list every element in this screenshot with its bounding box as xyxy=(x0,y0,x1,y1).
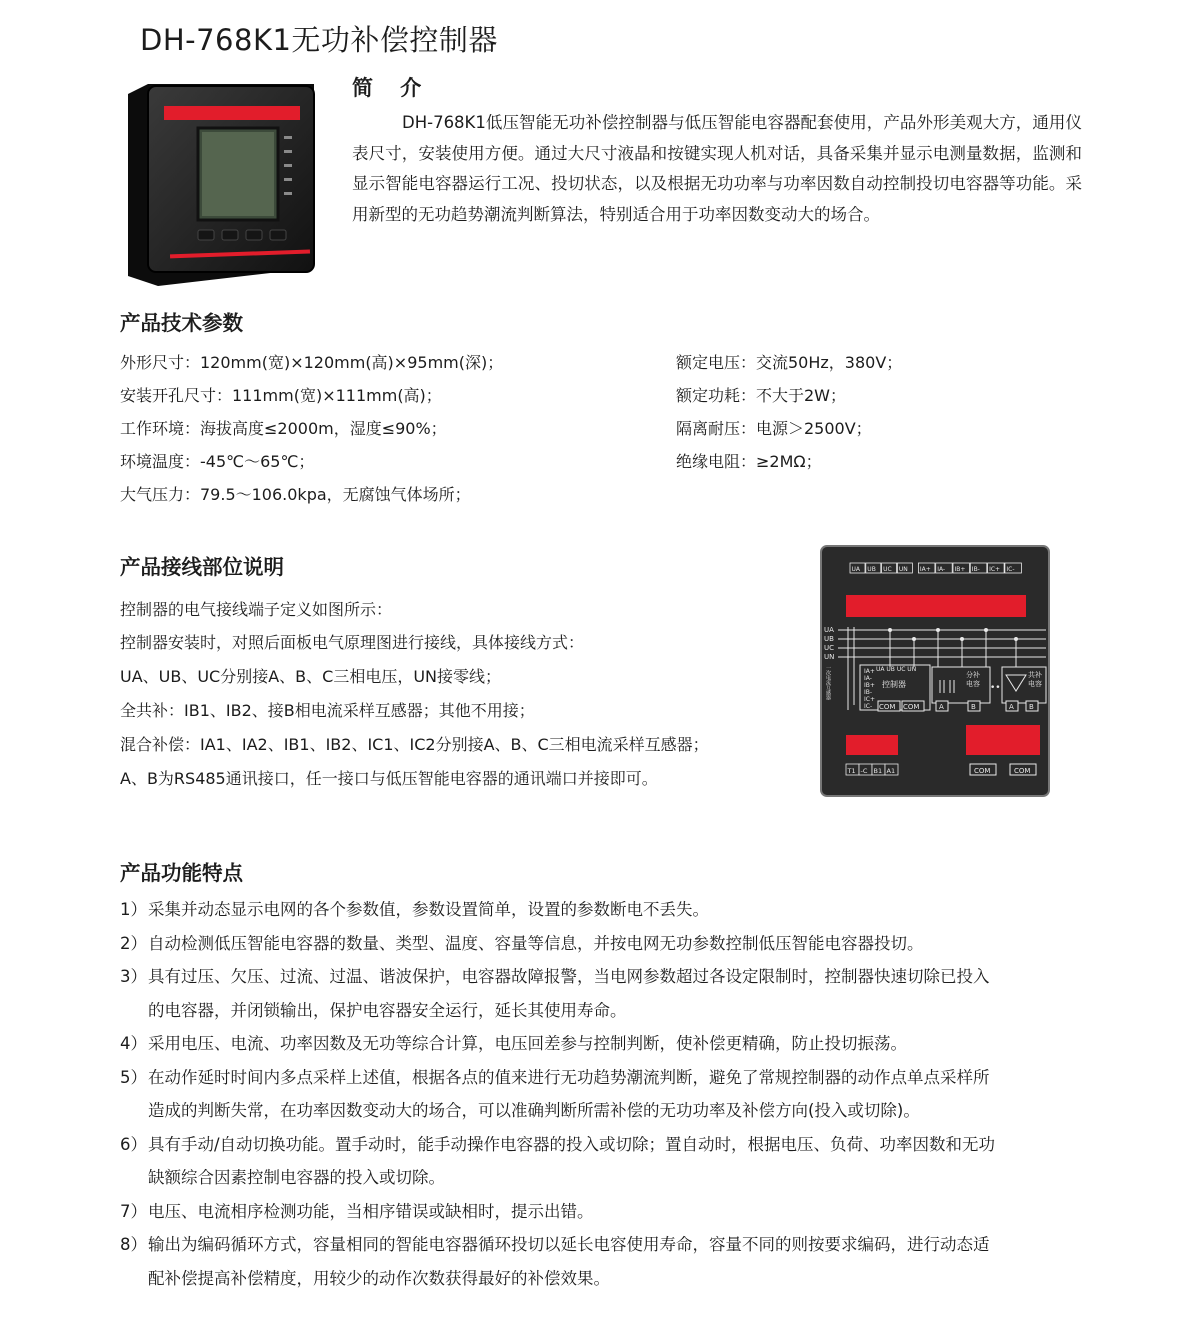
common-cap-label-1: 共补 xyxy=(1028,671,1042,679)
feature-line xyxy=(120,1027,1082,1061)
feature-text: 在动作延时时间内多点采样上述值，根据各点的值来进行无功趋势潮流判断，避免了常规控制器的动作点单点采样所 xyxy=(148,1067,990,1087)
bottom-left-terminals xyxy=(846,764,898,775)
rear-panel-diagram xyxy=(820,545,1050,797)
feature-line: 缺额综合因素控制电容器的投入或切除。 xyxy=(148,1168,445,1187)
feature-line: 造成的判断失常，在功率因数变动大的场合，可以准确判断所需补偿的无功功率及补偿方向(投入或切除)。 xyxy=(148,1101,920,1120)
ab-label-4: B xyxy=(1029,703,1034,711)
wiring-line-6: A、B为RS485通讯接口，任一接口与低压智能电容器的通讯端口并接即可。 xyxy=(120,769,658,788)
top-red-terminal-block xyxy=(846,595,1026,617)
bottom-left-terminal-label: -C xyxy=(860,767,868,775)
spec-left-4: 环境温度：-45℃～65℃； xyxy=(120,452,315,471)
feature-item xyxy=(120,1061,1082,1128)
device-photo xyxy=(118,80,320,288)
top-terminal-label: IA- xyxy=(937,566,946,573)
ab-label-2: B xyxy=(971,703,976,711)
spec-left-5: 大气压力：79.5～106.0kpa，无腐蚀气体场所； xyxy=(120,485,471,504)
feature-line xyxy=(120,1061,1082,1095)
bottom-left-red-block xyxy=(846,735,898,755)
feature-text: 采用电压、电流、功率因数及无功等综合计算，电压回差参与控制判断，使补偿更精确，防止投切振荡。 xyxy=(148,1034,907,1053)
feature-text: 电压、电流相序检测功能，当相序错误或缺相时，提示出错。 xyxy=(148,1201,594,1221)
top-terminal-label: UA xyxy=(851,566,860,573)
feature-line: 的电容器，并闭锁输出，保护电容器安全运行，延长其使用寿命。 xyxy=(148,1000,627,1020)
controller-com-1: COM xyxy=(879,703,896,711)
split-cap-label-2: 电容 xyxy=(966,680,980,688)
feature-number: 3） xyxy=(120,967,147,986)
bottom-com-2: COM xyxy=(1014,767,1031,775)
top-terminal-label: IC+ xyxy=(989,566,1001,573)
top-terminal-label: IA+ xyxy=(919,566,931,573)
bus-label-un: UN xyxy=(824,653,835,661)
bottom-left-terminal-label: A1 xyxy=(886,767,896,775)
top-terminal-label: IC- xyxy=(1006,566,1015,573)
feature-item xyxy=(120,1027,1082,1061)
feature-item xyxy=(120,1195,1082,1229)
spec-right-1: 额定电压：交流50Hz，380V； xyxy=(676,353,903,372)
feature-item xyxy=(120,893,1082,927)
top-terminal-label: UB xyxy=(867,566,876,573)
top-terminal-strip xyxy=(850,563,1021,573)
intro-heading: 简 介 xyxy=(352,76,432,100)
feature-line xyxy=(120,1195,1082,1229)
bottom-right-red-block xyxy=(966,725,1040,755)
wiring-line-2: 控制器安装时，对照后面板电气原理图进行接线，具体接线方式： xyxy=(120,633,585,652)
feature-number: 8） xyxy=(120,1235,147,1254)
feature-line: 配补偿提高补偿精度，用较少的动作次数获得最好的补偿效果。 xyxy=(148,1268,610,1288)
feature-line xyxy=(120,1228,1082,1262)
feature-number: 1） xyxy=(120,900,147,919)
bottom-com-1: COM xyxy=(974,767,991,775)
feature-number: 5） xyxy=(120,1067,147,1087)
bus-label-uc: UC xyxy=(824,644,835,652)
wiring-heading: 产品接线部位说明 xyxy=(120,555,284,579)
bottom-left-terminal-label: T1 xyxy=(847,767,856,775)
intro-paragraph: DH-768K1低压智能无功补偿控制器与低压智能电容器配套使用，产品外形美观大方，通用仪表尺寸，安装使用方便。通过大尺寸液晶和按键实现人机对话，具备采集并显示电测量数据，监测和显示智能电容器运行工况、投切状态，以及根据无功功率与功率因数自动控制投切电容器等功能。采用新型的无功趋势潮流判断算法，特别适合用于功率因数变动大的场合。 xyxy=(352,113,1082,224)
wiring-line-4: 全共补：IB1、IB2、接B相电流采样互感器；其他不用接； xyxy=(120,701,535,720)
bus-label-ua: UA xyxy=(824,626,834,634)
feature-line xyxy=(120,960,1082,994)
spec-right-3: 隔离耐压：电源＞2500V； xyxy=(676,419,872,438)
page-title: DH-768K1无功补偿控制器 xyxy=(140,23,498,57)
feature-text: 自动检测低压智能电容器的数量、类型、温度、容量等信息，并按电网无功参数控制低压智能电容器投切。 xyxy=(148,933,924,953)
bottom-left-terminal-label: B1 xyxy=(873,767,883,775)
feature-line xyxy=(120,927,1082,961)
spec-left-2: 安装开孔尺寸：111mm(宽)×111mm(高)； xyxy=(120,386,442,405)
spec-heading: 产品技术参数 xyxy=(120,311,243,335)
panel-body xyxy=(821,546,1049,796)
split-cap-label-1: 分补 xyxy=(966,671,980,679)
top-terminal-label: IB+ xyxy=(954,566,966,573)
top-terminal-label: UN xyxy=(898,566,908,573)
controller-pin-ic-minus: IC- xyxy=(864,703,873,710)
feature-number: 4） xyxy=(120,1034,147,1053)
feature-line xyxy=(120,893,1082,927)
feature-number: 7） xyxy=(120,1201,147,1221)
controller-top-pins: UA UB UC UN xyxy=(876,666,917,673)
controller-pin-ib-minus: IB- xyxy=(864,689,873,696)
feature-text: 具有手动/自动切换功能。置手动时，能手动操作电容器的投入或切除；置自动时，根据电压、负荷、功率因数和无功 xyxy=(148,1134,996,1154)
controller-pin-ia-minus: IA- xyxy=(864,675,872,682)
spec-right-2: 额定功耗：不大于2W； xyxy=(676,386,847,405)
ab-label-1: A xyxy=(939,703,944,711)
controller-pin-ia-plus: IA+ xyxy=(864,668,875,675)
ab-label-3: A xyxy=(1009,703,1014,711)
ct-side-label: 一次电流互感器 xyxy=(825,665,831,700)
controller-com-2: COM xyxy=(903,703,920,711)
ellipsis-dots: •• xyxy=(990,683,1001,693)
wiring-line-5: 混合补偿：IA1、IA2、IB1、IB2、IC1、IC2分别接A、B、C三相电流采样互感器； xyxy=(120,735,709,754)
feature-text: 具有过压、欠压、过流、过温、谐波保护，电容器故障报警，当电网参数超过各设定限制时，控制器快速切除已投入 xyxy=(148,967,990,986)
feature-text: 输出为编码循环方式，容量相同的智能电容器循环投切以延长电容使用寿命，容量不同的则按要求编码，进行动态适 xyxy=(148,1235,990,1254)
feature-item xyxy=(120,960,1082,1027)
feature-item xyxy=(120,1228,1082,1295)
wiring-line-1: 控制器的电气接线端子定义如图所示： xyxy=(120,600,393,619)
spec-right-4: 绝缘电阻：≥2MΩ； xyxy=(676,452,822,471)
feature-item xyxy=(120,927,1082,961)
controller-pin-ic-plus: IC+ xyxy=(864,696,875,703)
feature-line xyxy=(120,1128,1082,1162)
features-heading: 产品功能特点 xyxy=(120,861,243,885)
feature-text: 采集并动态显示电网的各个参数值，参数设置简单，设置的参数断电不丢失。 xyxy=(148,900,709,919)
feature-item xyxy=(120,1128,1082,1195)
bus-label-ub: UB xyxy=(824,635,834,643)
feature-number: 2） xyxy=(120,933,147,953)
common-cap-label-2: 电容 xyxy=(1028,680,1042,688)
controller-label: 控制器 xyxy=(882,680,906,689)
top-terminal-label: UC xyxy=(883,566,892,573)
top-terminal-label: IB- xyxy=(971,566,980,573)
spec-left-3: 工作环境：海拔高度≤2000m，湿度≤90%； xyxy=(120,419,447,438)
controller-pin-ib-plus: IB+ xyxy=(864,682,875,689)
wiring-line-3: UA、UB、UC分别接A、B、C三相电压，UN接零线； xyxy=(120,667,502,686)
spec-left-1: 外形尺寸：120mm(宽)×120mm(高)×95mm(深)； xyxy=(120,353,504,372)
feature-number: 6） xyxy=(120,1134,147,1154)
